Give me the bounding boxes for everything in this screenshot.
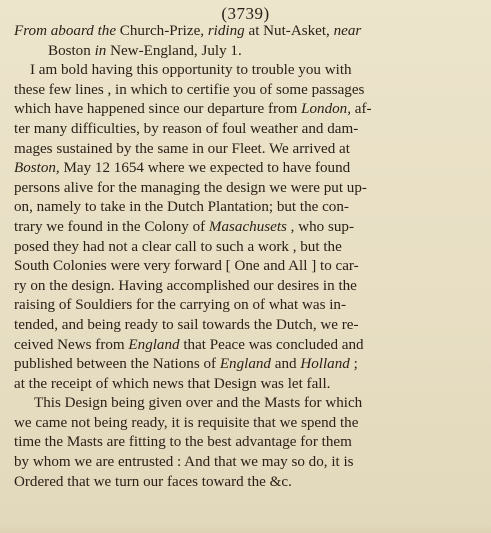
body-line: persons alive for the managing the design we were put up- — [14, 179, 367, 196]
heading-place: at Nut-Asket, — [244, 23, 334, 39]
place-name: England — [219, 356, 271, 373]
text-run: ceived News from — [14, 336, 129, 353]
text-run: trary we found in the Colony of — [14, 218, 209, 235]
letter-text — [14, 22, 484, 492]
body-line — [14, 100, 484, 120]
body-line: ter many difficulties, by reason of foul weather and dam- — [14, 120, 359, 137]
text-run: published between the Nations of — [14, 356, 220, 373]
body-line: South Colonies were very forward [ One and All ] to car- — [14, 258, 359, 275]
body-line — [14, 355, 484, 375]
body-line: tended, and being ready to sail towards the Dutch, we re- — [14, 316, 359, 333]
heading-from: From aboard the — [14, 23, 117, 39]
place-name: England — [128, 336, 180, 353]
body-line: This Design being given over and the Masts for which — [34, 395, 363, 412]
body-line — [14, 336, 484, 356]
text-run: and — [270, 356, 301, 373]
heading-line-1 — [14, 22, 484, 42]
text-run: , who sup- — [286, 218, 354, 235]
text-run: af- — [351, 101, 372, 118]
body-line: ry on the design. Having accomplished our desires in the — [14, 277, 357, 294]
place-name: Masachusets — [208, 218, 287, 235]
body-line: Ordered that we turn our faces toward the &c. — [14, 473, 292, 490]
body-line: mages sustained by the same in our Fleet. We arrived at — [14, 140, 350, 157]
body-line: on, namely to take in the Dutch Plantation; but the con- — [14, 199, 349, 216]
heading-riding: riding — [207, 23, 245, 39]
body-line: time the Masts are fitting to the best advantage for them — [14, 434, 352, 451]
page-number: (3739) — [221, 4, 270, 23]
heading-line-2 — [14, 42, 484, 62]
heading-ship: Church-Prize, — [116, 23, 208, 39]
text-run: May 12 1654 where we expected to have found — [59, 160, 351, 177]
text-run: ; — [349, 356, 358, 373]
body-line: we came not being ready, it is requisite that we spend the — [14, 414, 359, 431]
body-line: raising of Souldiers for the carrying on of what was in- — [14, 297, 346, 314]
place-name: Holland — [300, 356, 350, 373]
body-line: I am bold having this opportunity to trouble you with — [30, 62, 352, 79]
text-run: that Peace was concluded and — [179, 336, 364, 353]
place-name: London, — [301, 101, 351, 118]
body-line — [14, 159, 484, 179]
body-line — [14, 218, 484, 238]
heading-boston: Boston — [48, 42, 95, 59]
heading-in: in — [94, 42, 107, 59]
heading-date: New-England, July 1. — [106, 42, 242, 59]
body-line: by whom we are entrusted : And that we may so do, it is — [14, 454, 354, 471]
place-name: Boston, — [14, 160, 60, 177]
text-run: which have happened since our departure from — [14, 101, 302, 118]
page-edge-shadow — [0, 523, 491, 533]
body-line: posed they had not a clear call to such a work , but the — [14, 238, 342, 255]
heading-near: near — [333, 23, 362, 39]
body-line: these few lines , in which to certifie you of some passages — [14, 81, 365, 98]
body-line: at the receipt of which news that Design was let fall. — [14, 375, 331, 392]
